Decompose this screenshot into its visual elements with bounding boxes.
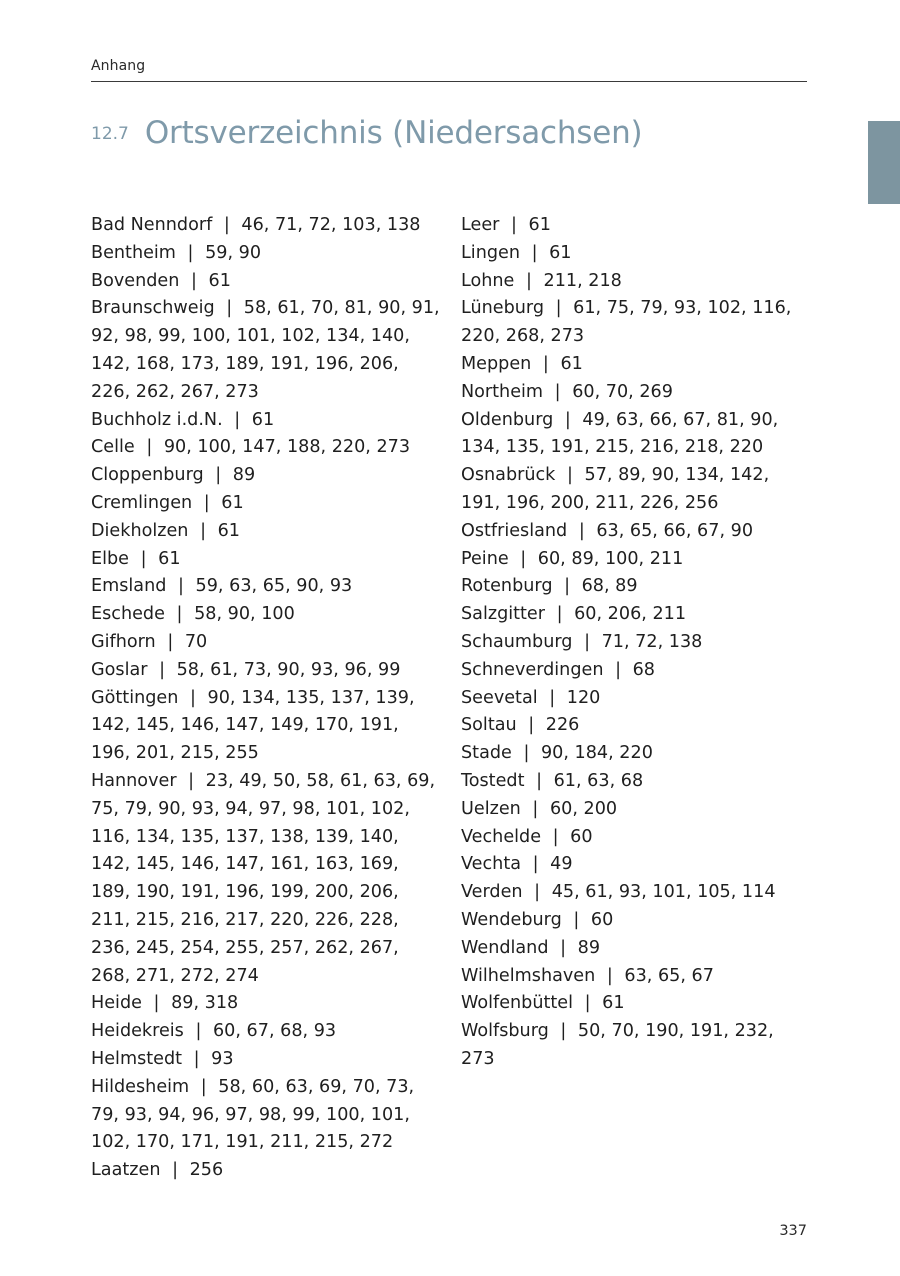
entry-page-refs: 63, 65, 67 (624, 965, 714, 986)
entry-separator: | (215, 465, 222, 486)
entry-page-refs: 61, 63, 68 (553, 770, 644, 791)
entry-separator: | (193, 1048, 200, 1069)
entry-page-refs: 61 (602, 993, 625, 1014)
entry-place-name: Gifhorn (91, 631, 156, 652)
entry-separator: | (223, 215, 230, 235)
entry-page-refs: 61 (549, 242, 572, 263)
entry-page-refs: 90, 184, 220 (540, 743, 653, 764)
index-entry (461, 740, 807, 768)
entry-separator: | (187, 242, 194, 263)
index-entry (91, 295, 441, 406)
entry-page-refs: 90, 100, 147, 188, 220, 273 (163, 437, 411, 458)
entry-separator: | (189, 687, 196, 708)
entry-separator: | (573, 909, 580, 930)
entry-separator: | (584, 631, 591, 652)
entry-page-refs: 58, 61, 73, 90, 93, 96, 99 (176, 659, 401, 680)
entry-separator: | (188, 770, 195, 791)
index-entry (461, 935, 807, 963)
entry-separator: | (159, 659, 165, 680)
entry-place-name: Soltau (461, 715, 517, 736)
entry-separator: | (564, 576, 571, 597)
index-entry (91, 490, 441, 518)
entry-place-name: Emsland (91, 576, 167, 597)
entry-place-name: Northeim (461, 381, 544, 402)
entry-separator: | (584, 993, 591, 1014)
entry-place-name: Peine (461, 548, 509, 569)
entry-separator: | (234, 409, 241, 430)
entry-place-name: Helmstedt (91, 1048, 183, 1069)
entry-page-refs: 59, 90 (205, 242, 262, 263)
entry-separator: | (534, 882, 541, 903)
entry-place-name: Rotenburg (461, 576, 553, 597)
entry-page-refs: 60, 67, 68, 93 (212, 1021, 337, 1042)
index-entry (461, 407, 807, 463)
entry-place-name: Bentheim (91, 242, 176, 263)
entry-place-name: Osnabrück (461, 465, 556, 486)
entry-separator: | (532, 798, 539, 819)
index-column-left (91, 212, 441, 1185)
entry-page-refs: 57, 89, 90, 134, 142, 191, 196, 200, 211, 226, 256 (461, 465, 770, 513)
entry-page-refs: 211, 218 (543, 270, 622, 291)
entry-place-name: Uelzen (461, 798, 521, 819)
index-entry (91, 462, 441, 490)
entry-place-name: Schneverdingen (461, 659, 604, 680)
entry-separator: | (146, 437, 153, 458)
entry-separator: | (140, 548, 147, 569)
entry-page-refs: 63, 65, 66, 67, 90 (596, 520, 754, 541)
entry-page-refs: 49 (550, 854, 573, 875)
index-entry (91, 685, 441, 768)
index-entry (91, 1018, 441, 1046)
index-entry (91, 268, 441, 296)
entry-place-name: Cremlingen (91, 492, 193, 513)
index-entry (461, 685, 807, 713)
entry-page-refs: 61 (528, 215, 551, 235)
entry-separator: | (520, 548, 527, 569)
entry-place-name: Meppen (461, 353, 532, 374)
entry-place-name: Schaumburg (461, 631, 573, 652)
entry-page-refs: 68, 89 (581, 576, 638, 597)
index-entry (461, 963, 807, 991)
index-entry (91, 546, 441, 574)
entry-separator: | (203, 492, 210, 513)
entry-place-name: Tostedt (461, 770, 525, 791)
entry-page-refs: 59, 63, 65, 90, 93 (195, 576, 353, 597)
entry-place-name: Leer (461, 215, 500, 235)
index-entry (461, 268, 807, 296)
entry-place-name: Lohne (461, 270, 515, 291)
index-entry (91, 212, 441, 240)
index-entry (461, 212, 807, 240)
entry-page-refs: 49, 63, 66, 67, 81, 90, 134, 135, 191, 215, 216, 218, 220 (461, 409, 779, 458)
entry-separator: | (555, 298, 562, 319)
entry-separator: | (554, 381, 561, 402)
entry-separator: | (510, 215, 517, 235)
entry-place-name: Lüneburg (461, 298, 545, 319)
entry-place-name: Wendeburg (461, 909, 562, 930)
entry-separator: | (615, 659, 622, 680)
entry-place-name: Buchholz i.d.N. (91, 409, 223, 430)
entry-separator: | (523, 743, 530, 764)
entry-separator: | (200, 1076, 207, 1097)
entry-place-name: Vechelde (461, 826, 542, 847)
entry-page-refs: 58, 61, 70, 81, 90, 91, 92, 98, 99, 100, 101, 102, 134, 140, 142, 168, 173, 189, 191, 196, 206, 226, 262, 267, 273 (91, 298, 440, 402)
entry-separator: | (200, 520, 206, 541)
index-entry (461, 462, 807, 518)
entry-page-refs: 61, 75, 79, 93, 102, 116, 220, 268, 273 (461, 298, 792, 347)
index-entry (461, 657, 807, 685)
index-entry (461, 601, 807, 629)
entry-separator: | (532, 854, 539, 875)
entry-place-name: Ostfriesland (461, 520, 568, 541)
index-column-right (461, 212, 807, 1074)
index-entry (461, 712, 807, 740)
index-entry (461, 796, 807, 824)
entry-page-refs: 50, 70, 190, 191, 232, 273 (461, 1021, 774, 1069)
entry-page-refs: 93 (211, 1048, 234, 1069)
entry-place-name: Elbe (91, 548, 129, 569)
entry-separator: | (556, 604, 563, 625)
index-entry (461, 824, 807, 852)
chapter-side-tab (868, 121, 900, 204)
entry-separator: | (560, 1021, 567, 1042)
entry-place-name: Cloppenburg (91, 465, 204, 486)
index-entry (91, 990, 441, 1018)
entry-page-refs: 70 (184, 631, 208, 652)
index-entry (91, 407, 441, 435)
entry-separator: | (606, 965, 613, 986)
entry-page-refs: 60, 200 (549, 798, 618, 819)
entry-separator: | (542, 353, 549, 374)
index-entry (91, 434, 441, 462)
entry-page-refs: 45, 61, 93, 101, 105, 114 (551, 882, 776, 903)
entry-place-name: Diekholzen (91, 520, 189, 541)
entry-page-refs: 89 (232, 465, 256, 486)
entry-place-name: Göttingen (91, 687, 179, 708)
entry-page-refs: 226 (545, 715, 580, 736)
index-entry (461, 768, 807, 796)
index-entry (91, 573, 441, 601)
entry-separator: | (528, 715, 535, 736)
index-entry (91, 518, 441, 546)
index-entry (461, 907, 807, 935)
index-entry (91, 1157, 441, 1185)
entry-separator: | (552, 826, 559, 847)
entry-place-name: Goslar (91, 659, 148, 680)
entry-page-refs: 120 (566, 687, 601, 708)
entry-place-name: Salzgitter (461, 604, 545, 625)
entry-separator: | (578, 520, 585, 541)
entry-place-name: Seevetal (461, 687, 538, 708)
index-entry (461, 351, 807, 379)
index-entry (91, 629, 441, 657)
entry-place-name: Hannover (91, 770, 177, 791)
page-number: 337 (779, 1223, 807, 1239)
entry-place-name: Wilhelmshaven (461, 965, 596, 986)
index-entry (461, 295, 807, 351)
index-entry (461, 629, 807, 657)
index-entry (461, 990, 807, 1018)
index-entry (461, 379, 807, 407)
entry-place-name: Lingen (461, 242, 520, 263)
entry-page-refs: 58, 90, 100 (194, 604, 295, 625)
entry-separator: | (564, 409, 571, 430)
entry-page-refs: 90, 134, 135, 137, 139, 142, 145, 146, 147, 149, 170, 191, 196, 201, 215, 255 (91, 687, 415, 764)
entry-place-name: Eschede (91, 604, 165, 625)
entry-page-refs: 60 (570, 826, 593, 847)
entry-separator: | (167, 631, 174, 652)
running-header: Anhang (91, 58, 146, 74)
entry-place-name: Bad Nenndorf (91, 215, 213, 235)
section-title: Ortsverzeichnis (Niedersachsen) (144, 115, 643, 151)
entry-place-name: Heide (91, 993, 142, 1014)
index-entry (91, 657, 441, 685)
entry-place-name: Vechta (461, 854, 521, 875)
entry-separator: | (549, 687, 556, 708)
entry-page-refs: 68 (632, 659, 655, 680)
entry-place-name: Stade (461, 743, 512, 764)
entry-separator: | (178, 576, 184, 597)
entry-page-refs: 61 (221, 492, 244, 513)
index-entry (91, 1046, 441, 1074)
entry-place-name: Hildesheim (91, 1076, 190, 1097)
index-entry (91, 240, 441, 268)
entry-place-name: Wolfenbüttel (461, 993, 574, 1014)
entry-place-name: Heidekreis (91, 1021, 184, 1042)
entry-separator: | (536, 770, 543, 791)
entry-page-refs: 89, 318 (171, 993, 239, 1014)
entry-separator: | (176, 604, 183, 625)
index-entry (91, 768, 441, 990)
entry-page-refs: 61 (251, 409, 275, 430)
index-entry (461, 1018, 807, 1074)
entry-separator: | (525, 270, 532, 291)
entry-place-name: Celle (91, 437, 135, 458)
entry-page-refs: 60, 70, 269 (572, 381, 673, 402)
entry-place-name: Wolfsburg (461, 1021, 549, 1042)
index-entry (91, 1074, 441, 1157)
entry-separator: | (195, 1021, 202, 1042)
entry-page-refs: 60, 89, 100, 211 (537, 548, 684, 569)
entry-place-name: Wendland (461, 937, 549, 958)
entry-page-refs: 61 (208, 270, 231, 291)
entry-place-name: Oldenburg (461, 409, 554, 430)
entry-page-refs: 46, 71, 72, 103, 138 (241, 215, 421, 235)
index-entry (461, 851, 807, 879)
entry-separator: | (172, 1160, 179, 1181)
entry-separator: | (190, 270, 197, 291)
entry-place-name: Verden (461, 882, 523, 903)
entry-place-name: Bovenden (91, 270, 180, 291)
index-entry (461, 518, 807, 546)
entry-page-refs: 58, 60, 63, 69, 70, 73, 79, 93, 94, 96, 97, 98, 99, 100, 101, 102, 170, 171, 191, 211, 215, 272 (91, 1076, 415, 1153)
header-rule (91, 81, 807, 82)
entry-page-refs: 61 (560, 353, 583, 374)
entry-page-refs: 61 (158, 548, 181, 569)
section-heading (91, 113, 642, 151)
index-entry (461, 879, 807, 907)
index-entry (461, 240, 807, 268)
entry-separator: | (531, 242, 538, 263)
entry-separator: | (560, 937, 567, 958)
entry-page-refs: 60, 206, 211 (574, 604, 687, 625)
entry-page-refs: 61 (217, 520, 240, 541)
entry-page-refs: 60 (590, 909, 614, 930)
entry-place-name: Laatzen (91, 1160, 161, 1181)
entry-page-refs: 71, 72, 138 (601, 631, 703, 652)
entry-page-refs: 89 (577, 937, 601, 958)
entry-separator: | (153, 993, 160, 1014)
entry-page-refs: 23, 49, 50, 58, 61, 63, 69, 75, 79, 90, 93, 94, 97, 98, 101, 102, 116, 134, 135, 137, 138, 139, 140, 142, 145, 146, 147, 161, 163, 169, 189, 190, 191, 196, 199, 200, 206, 211, 215, 216, 217, 220, 226, 228, 236, 245, 254, 255, 257, 262, 267, 268, 271, 272, 274 (91, 770, 436, 986)
entry-separator: | (226, 298, 233, 319)
entry-separator: | (566, 465, 573, 486)
index-entry (461, 573, 807, 601)
index-entry (461, 546, 807, 574)
index-entry (91, 601, 441, 629)
entry-place-name: Braunschweig (91, 298, 215, 319)
section-number: 12.7 (91, 124, 129, 144)
entry-page-refs: 256 (189, 1160, 224, 1181)
